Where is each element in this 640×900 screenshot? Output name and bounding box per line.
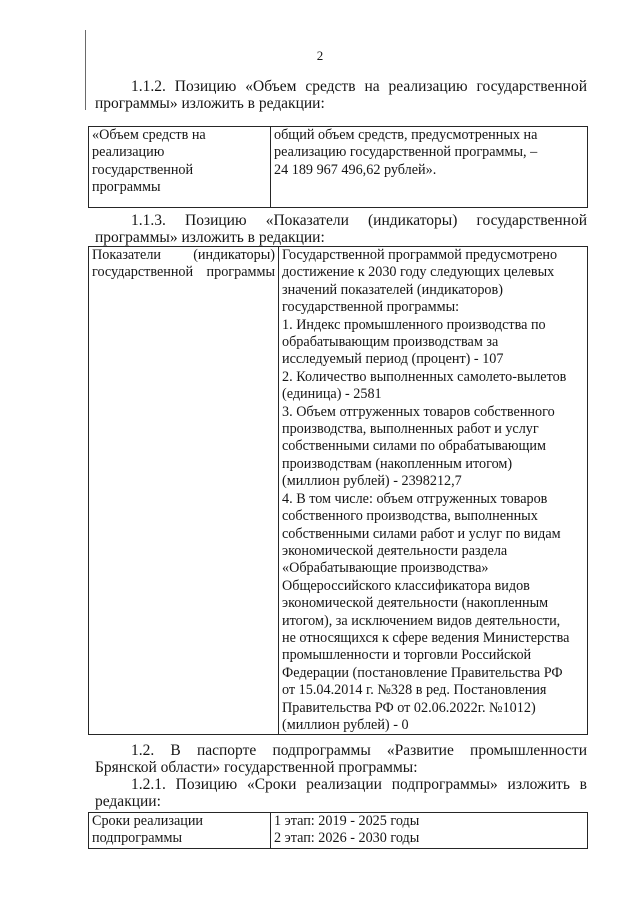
paragraph-1-2-1 bbox=[95, 776, 587, 810]
table-row bbox=[89, 127, 588, 208]
paragraph-1-1-3-text: 1.1.3. Позицию «Показатели (индикаторы) государственной программы» изложить в редакции: bbox=[95, 212, 587, 246]
table-cell-value: общий объем средств, предусмотренных на реализацию государственной программы, – 24 189 967 496,62 рублей». bbox=[271, 127, 588, 208]
table-terms bbox=[88, 812, 588, 849]
table-cell-label: Сроки реализации подпрограммы bbox=[89, 813, 271, 849]
table-row bbox=[89, 247, 588, 735]
table-cell-value: 1 этап: 2019 - 2025 годы 2 этап: 2026 - 2030 годы bbox=[271, 813, 588, 849]
table-cell-label: «Объем средств на реализацию государственной программы bbox=[89, 127, 271, 208]
table-row bbox=[89, 813, 588, 849]
paragraph-1-1-2 bbox=[95, 78, 587, 112]
table-indicators bbox=[88, 246, 588, 735]
paragraph-1-1-3 bbox=[95, 212, 587, 246]
table-funding bbox=[88, 126, 588, 208]
paragraph-1-2 bbox=[95, 742, 587, 776]
page-number: 2 bbox=[316, 48, 324, 63]
table-cell-value: Государственной программой предусмотрено достижение к 2030 году следующих целевых значений показателей (индикаторов) государственной программы: 1. Индекс промышленного производства по обрабатывающим производствам за исследуемый период (процент) - 107 2. Количество выполненных самолето-вылетов (единица) - 2581 3. Объем отгруженных товаров собственного производства, выполненных работ и услуг собственными силами по обрабатывающим производствам (накопленным итогом) (миллион рублей) - 2398212,7 4. В том числе: объем отгруженных товаров собственного производства, выполненных собственными силами работ и услуг по видам экономической деятельности раздела «Обрабатывающие производства» Общероссийского классификатора видов экономической деятельности (накопленным итогом), за исключением видов деятельности, не относящихся к сфере ведения Министерства промышленности и торговли Российской Федерации (постановление Правительства РФ от 15.04.2014 г. №328 в ред. Постановления Правительства РФ от 02.06.2022г. №1012) (миллион рублей) - 0 bbox=[279, 247, 588, 735]
table-cell-label: Показатели (индикаторы) государственной программы bbox=[89, 247, 279, 735]
margin-line bbox=[85, 30, 86, 110]
paragraph-1-2-text: 1.2. В паспорте подпрограммы «Развитие промышленности Брянской области» государственной программы: bbox=[95, 742, 587, 776]
paragraph-1-1-2-text: 1.1.2. Позицию «Объем средств на реализацию государственной программы» изложить в редакции: bbox=[95, 78, 587, 112]
paragraph-1-2-1-text: 1.2.1. Позицию «Сроки реализации подпрограммы» изложить в редакции: bbox=[95, 776, 587, 810]
